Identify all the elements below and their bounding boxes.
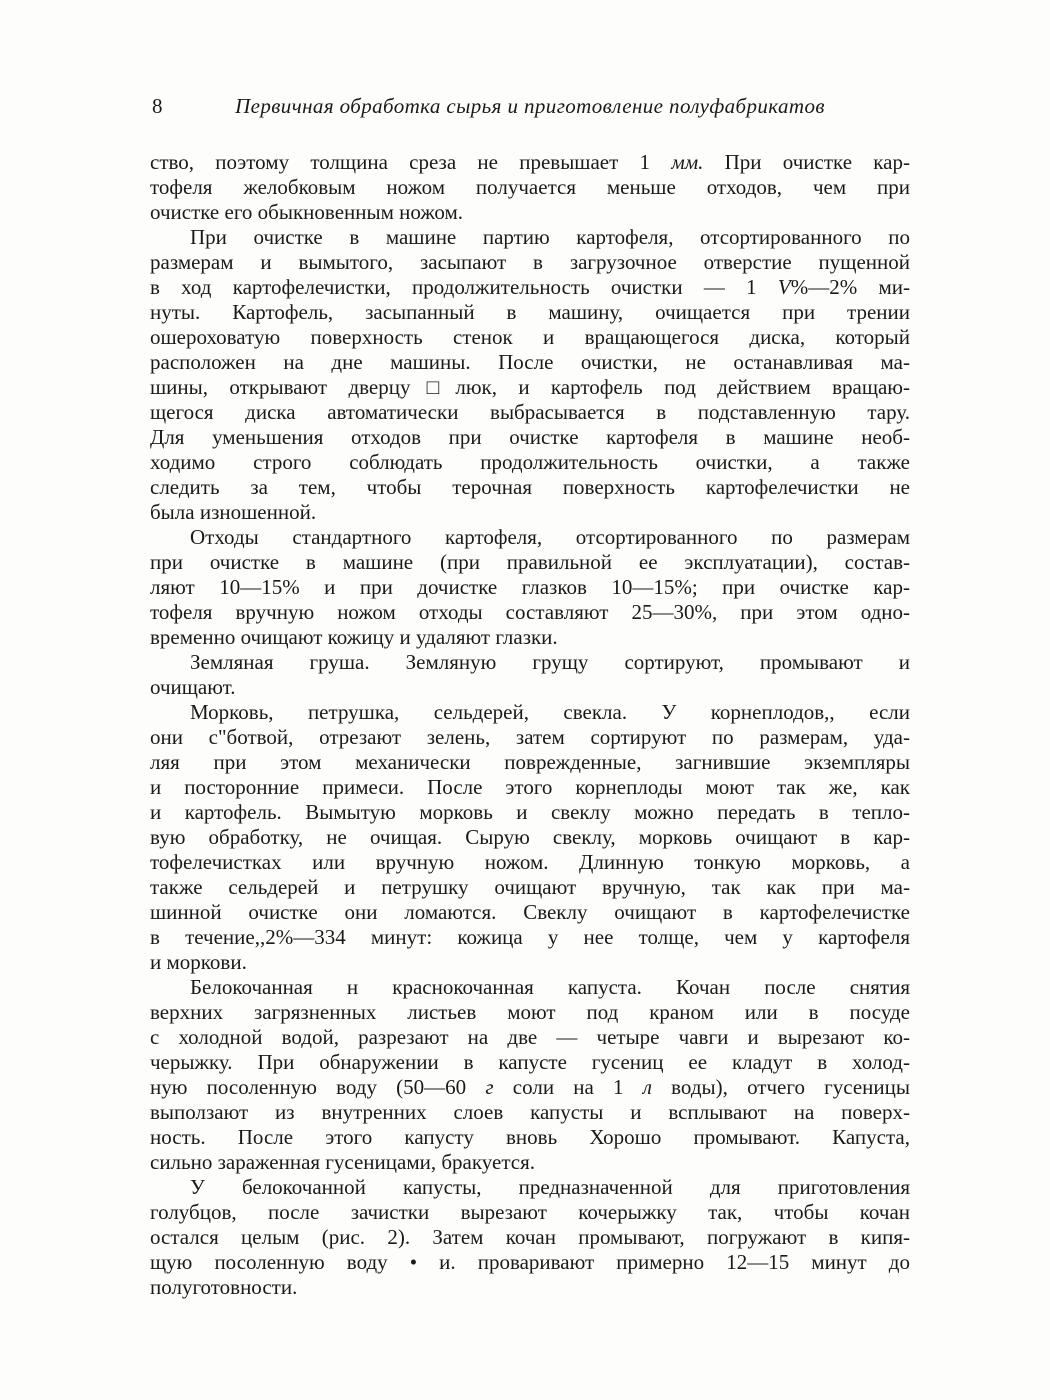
running-header [150,94,910,122]
text-line: верхних загрязненных листьев моют под краном или в посуде [150,1000,910,1024]
text-line: У белокочанной капусты, предназначенной для приготовления [190,1175,910,1199]
text-line: тофелечистках или вручную ножом. Длинную тонкую морковь, а [150,850,910,874]
text-line: Земляная груша. Земляную грущу сортируют, промывают и [190,650,910,674]
text-line: также сельдерей и петрушку очищают вручную, так как при ма- [150,875,910,899]
text-line: в течение,,2%—334 минут: кожица у нее толще, чем у картофеля [150,925,910,949]
text-line: Белокочанная н краснокочанная капуста. Кочан после снятия [190,975,910,999]
text-line: нуты. Картофель, засыпанный в машину, очищается при трении [150,300,910,324]
text-line: вую обработку, не очищая. Сырую свеклу, морковь очищают в кар- [150,825,910,849]
text-line: голубцов, после зачистки вырезают кочерыжку так, чтобы кочан [150,1200,910,1224]
text-body [150,150,910,1300]
text-line: очищают. [150,675,236,699]
text-line: временно очищают кожицу и удаляют глазки. [150,625,558,649]
text-line: шины, открывают дверцу□люк, и картофель под действием вращаю- [150,375,910,399]
text-line: щую посоленную воду • и. проваривают примерно 12—15 минут до [150,1250,910,1274]
text-line: полуготовности. [150,1275,298,1299]
text-line: черыжку. При обнаружении в капусте гусениц ее кладут в холод- [150,1050,910,1074]
text-line: ство, поэтому толщина среза не превышает 1 мм. При очистке кар- [150,150,910,174]
text-line: и картофель. Вымытую морковь и свеклу можно передать в тепло- [150,800,910,824]
text-line: тофеля желобковым ножом получается меньше отходов, чем при [150,175,910,199]
text-line: ляют 10—15% и при дочистке глазков 10—15%; при очистке кар- [150,575,910,599]
text-line: в ход картофелечистки, продолжительность очистки — 1 V%—2% ми- [150,275,910,299]
text-line: тофеля вручную ножом отходы составляют 25—30%, при этом одно- [150,600,910,624]
text-line: выползают из внутренних слоев капусты и всплывают на поверх- [150,1100,910,1124]
text-line: ляя при этом механически поврежденные, загнившие экземпляры [150,750,910,774]
text-line: шинной очистке они ломаются. Свеклу очищают в картофелечистке [150,900,910,924]
text-line: щегося диска автоматически выбрасывается в подставленную тару. [150,400,910,424]
text-line: Для уменьшения отходов при очистке картофеля в машине необ- [150,425,910,449]
text-line: При очистке в машине партию картофеля, отсортированного по [190,225,910,249]
text-line: и посторонние примеси. После этого корнеплоды моют так же, как [150,775,910,799]
text-line: размерам и вымытого, засыпают в загрузочное отверстие пущенной [150,250,910,274]
text-line: ность. После этого капусту вновь Хорошо промывают. Капуста, [150,1125,910,1149]
text-line: при очистке в машине (при правильной ее эксплуатации), состав- [150,550,910,574]
text-line: была изношенной. [150,500,317,524]
text-line: Морковь, петрушка, сельдерей, свекла. У корнеплодов,, если [190,700,910,724]
running-title: Первичная обработка сырья и приготовление полуфабрикатов [235,94,825,118]
text-line: и моркови. [150,950,247,974]
text-line: расположен на дне машины. После очистки, не останавливая ма- [150,350,910,374]
text-line: очистке его обыкновенным ножом. [150,200,463,224]
text-line: ходимо строго соблюдать продолжительность очистки, а также [150,450,910,474]
page-number: 8 [152,94,163,118]
text-line: остался целым (рис. 2). Затем кочан промывают, погружают в кипя- [150,1225,910,1249]
text-line: сильно зараженная гусеницами, бракуется. [150,1150,535,1174]
text-line: они с"ботвой, отрезают зелень, затем сортируют по размерам, уда- [150,725,910,749]
text-line: с холодной водой, разрезают на две — четыре чавги и вырезают ко- [150,1025,910,1049]
text-line: следить за тем, чтобы терочная поверхность картофелечистки не [150,475,910,499]
text-line: ную посоленную воду (50—60 г соли на 1 л воды), отчего гусеницы [150,1075,910,1099]
text-line: Отходы стандартного картофеля, отсортированного по размерам [190,525,910,549]
text-line: ошероховатую поверхность стенок и вращающегося диска, который [150,325,910,349]
